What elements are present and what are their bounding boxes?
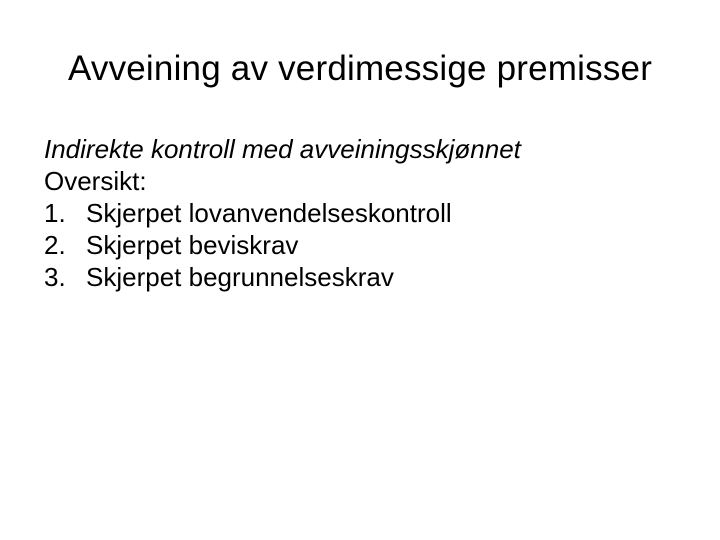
slide-title: Avveining av verdimessige premisser — [67, 49, 653, 88]
list-item-number: 3. — [44, 262, 66, 292]
list-item — [44, 229, 684, 261]
list-item-text: Skjerpet beviskrav — [86, 230, 299, 260]
list-item-text: Skjerpet begrunnelseskrav — [86, 262, 394, 292]
slide-body — [44, 133, 684, 293]
list-item — [44, 261, 684, 293]
list-item-text: Skjerpet lovanvendelseskontroll — [86, 198, 452, 228]
list-item-number: 2. — [44, 230, 66, 260]
overview-label: Oversikt: — [44, 166, 147, 196]
list-item-number: 1. — [44, 198, 66, 228]
slide-subtitle: Indirekte kontroll med avveiningsskjønnet — [44, 134, 521, 164]
list-item — [44, 197, 684, 229]
